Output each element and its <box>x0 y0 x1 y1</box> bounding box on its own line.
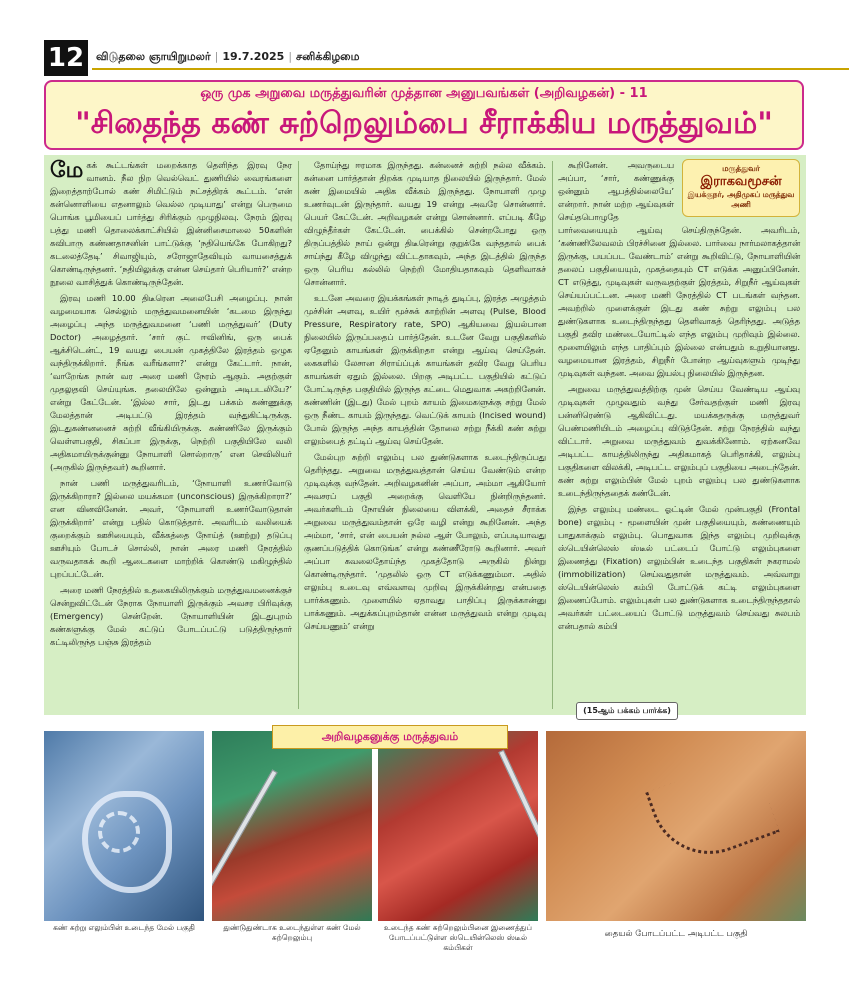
photo-caption: துண்டுதுண்டாக உடைந்துள்ள கண் மேல் சுற்றெலும்பு <box>223 923 361 942</box>
article-paragraph: மேல்புற சுற்றி எலும்பு பல துண்டுகளாக உடைந்திருப்பது தெரிந்தது. அறுவை மருத்துவத்தான் செய்ய வேண்டும் என்ற முடிவுக்கு வந்தேன். அறிவழகனின் அப்பா, அம்மா ஆகியோர் அவசரப் பகுதி அறைக்கு வெளியே நின்றிருந்தனர். அவர்களிடம் நோயின் நிலையை விளக்கி, அதைச் சீராக்க அறுவை மருத்துவம்தான் ஒரே வழி என்று கூறினேன். அந்த அம்மா, ‘சார், என் பையன் நல்ல ஆள் போலும், எப்படியாவது குணப்படுத்திக் கொடுங்க’ என்று கண்ணீரோடு கூறினார். அவர் அப்பா கவலைதோய்ந்த முகத்தோடு அருகில் நின்று கொண்டிருந்தார். ‘முதலில் ஒரு CT எடுக்கணும்மா. அதில் எலும்பு உடைவு எவ்வளவு முறிவு இருக்கின்றது என்பதை பார்க்கணும். முளையில் ஏதாவது பாதிப்பு இருக்கான்னு பாக்கணும். அதுக்கப்புறம்தான் என்ன மருத்துவம் என்று முடிவு செய்யணும்’ என்று <box>304 452 546 631</box>
article-paragraph: தோய்ந்து ஈரமாக இருந்தது. கன்னைச் சுற்றி நல்ல வீக்கம். கன்னை பார்த்தான் திறக்க முடியாத நிலையில் இருந்தார். மேல் கண் இமையில் அதிக வீக்கம் இருந்தது. நோயாளி முழு உணர்வுடன் இருந்தார். வயது 19 என்று அவரே சொன்னார். பெயர் கேட்டேன். அறிவழகன் என்று சொன்னார். எப்படி கீழே விழுந்தீர்கள் கேட்டேன். பைக்கில் சென்றபோது ஒரு திருப்பத்தில் நாய் ஒன்று திடீரென்று குறுக்கே வந்ததால் பைக் சாய்ந்து கீழே விழுந்து விட்டதாகவும், அந்த இடத்தில் இருந்த ஒரு பெரிய கல்லில் நெற்றி மோதியதாகவும் தெளிவாகச் சொன்னார். <box>304 160 546 287</box>
series-kicker: ஒரு முக அறுவை மருத்துவரின் முத்தான அனுபவங்கள் (அறிவழகன்) - 11 <box>200 86 648 101</box>
article-paragraph: இந்த எலும்பு மண்டை ஓட்டின் மேல் முன்பகுதி (Frontal bone) எலும்பு - மூளையின் முன் பகுதியையும், கண்ணையும் பாதுகாக்கும் எலும்பு. பொதுவாக இந்த எலும்பு முறிவுக்கு ஸ்டெயின்லெஸ் ஸ்டீல் பட்டைப் போட்டு எலும்புகளை இணைத்து (Fixation) எலும்பின் உடைந்த பகுதிகள் நகராமல் (immobilization) செய்வதுதான் மருத்துவம். அவ்வாறு ஸ்டெயின்லெஸ் கம்பி போட்டுக் கட்டி எலும்புகளை இணைப்போம். எலும்புகள் பல துண்டுகளாக உடைந்திருந்ததால் அவர்கள் பட்டையைப் போட்டு மருத்துவம் செய்வது சுலபம் என்பதால் கம்பி <box>558 504 800 631</box>
article-headline: "சிதைந்த கண் சுற்றெலும்பை சீராக்கிய மருத்துவம்" <box>75 106 773 141</box>
surgical-instrument-shape <box>498 750 538 890</box>
suture-line-shape <box>645 754 780 871</box>
author-byline <box>682 159 800 217</box>
publication-name: விடுதலை ஞாயிறுமலர் <box>96 50 211 63</box>
page-number: 12 <box>44 40 88 76</box>
article-paragraph: மேகக் கூட்டங்கள் மறைக்காத தெளிந்த இரவு நேர வானம். நீல நிற வெல்வெட் துணியில் வைரங்களை இறைத்தாற்போல் கண் சிமிட்டும் நட்சத்திரக் கூட்டம். ‘என் கன்னொளியை எதனாலும் வெல்ல முடியாது’ என்று பெருமை பொங்க பூமியைப் பார்த்து சிரிக்கும் முழுநிலவு. நேரம் இரவு பத்து மணி தொலைக்காட்சியில் இன்னிசைமாலை 50களின் கவிபாரு கண்ணதாசனின் பாட்டுக்கு ‘நதியெங்கே போகிறது? கடலைத்தேடி’ சிவாஜியும், சரோஜாதேவியும் வாயசைத்துக் கொண்டிருந்தனர். ‘நதியிலுக்கு என்ன செய்தார் பெரியார்?’ என்ற நூலை வாசித்துக் கொண்டிருந்தேன். <box>50 158 292 287</box>
article-paragraph: கூறினேன். அவருடைய அப்பா, ‘சார், கண்ணுக்கு ஒன்னும் ஆபத்தில்லையே’ என்றார். நான் மற்ற ஆய்வுகள் செய்தபொழுதே பார்வையையும் ஆய்வு செய்திருந்தேன். அவரிடம், ‘கண்ணிலேவலம் பிரச்சினை இல்லை. பார்வை நார்மலாகத்தான் இருக்கு, பயப்பட வேண்டாம்’ என்று கூறிவிட்டு, நோயாளியின் தலைப் பகுதியையும், முகத்தையும் CT எடுக்க அனுப்பினேன். CT எடுத்து, முடிவுகள் வருவதற்குள் இரத்தம், சிறுநீர் ஆய்வுகள் செய்யப்பட்டன. அரை மணி நேரத்தில் CT படங்கள் வந்தன. அவற்றில் முளைக்குள் இடது கண் சுற்று எலும்பு பல துண்டுகளாக உடைந்திருந்தது தெளிவாகத் தெரிந்தது. அடுத்த பகுதி தவிர மண்டையோட்டில் எந்த எலும்பு முறிவும் இல்லை. மூளையிலும் எந்த பாதிப்பும் இல்லை என்பதும் உறுதியானது. வழமையான இரத்தம், சிறுநீர் போன்ற ஆய்வுகளும் முடிந்து முடிவுகள் வந்தன. அவை இயல்பு நிலையில் இருந்தன. <box>558 160 800 378</box>
surgical-instrument-shape <box>212 770 278 905</box>
article-paragraph: உடனே அவரை இயக்கங்கள் நாடித் துடிப்பு, இரத்த அழுத்தம் முச்சின் அளவு, உயிர் மூச்சுக் காற்றின் அளவு (Pulse, Blood Pressure, Respiratory rate, SPO) ஆகியவை இயல்பான நிலையில் இருப்பதைப் பார்த்தேன். உடனே வேறு பகுதிகளில் ஏதேனும் காயங்கள் இருக்கிறதா என்று ஆய்வு செய்தேன். கைகளில் லேசான சிராய்ப்புக் காயங்கள் தவிர வேறு பெரிய காயங்கள் ஏதும் இல்லை. பிறகு அடிபட்ட பகுதியில் கட்டுப் போட்டிருந்த பகுதியில் இருந்த கட்டை மெதுவாக அகற்றினேன். கண்ணின் (இடது) மேல் புறம் காயம் இமைகளுக்கு சற்று மேல் ஒரு நீண்ட காயம் இருந்தது. வெட்டுக் காயம் (Incised wound) போல் இருந்த அந்த காயத்தின் தோலை சற்று நீக்கி கண் சுற்று எலும்பைத் தட்டிப் ஆய்வு செய்தேன். <box>304 293 546 446</box>
byline-role: மருத்துவர் <box>722 164 760 173</box>
photo-strip <box>44 723 806 959</box>
article-paragraph: அரை மணி நேரத்தில் உதகையிலிருக்கும் மருத்துவமனைக்குச் சென்றுவிட்டேன் நேராக நோயாளி இருக்கும் அவசர பிரிவுக்கு (Emergency) சென்றேன். நோயாளியின் இடதுபுறம் கண்களுக்கு மேல் கட்டுப் போடப்பட்டு படுத்திருந்தார் கட்டிலிருந்த பஞ்சு இரத்தம் <box>50 585 292 647</box>
byline-title: இயக்குநர், அதிமுகப் மருத்துவ அணி <box>687 190 795 209</box>
surgery-photo-fixation <box>378 731 538 921</box>
article-column-2 <box>298 155 552 715</box>
byline-name: இராகவமூசன் <box>700 174 782 189</box>
issue-date: 19.7.2025 <box>222 50 285 63</box>
article-paragraph: அறுவை மருத்துவத்திற்கு முன் செய்ய வேண்டிய ஆய்வு முடிவுகள் முழுவதும் வந்து சேர்வதற்குள் மணி இரவு பன்னிரெண்டு ஆகிவிட்டது. மயக்கதருக்கு மருத்துவர் பெண்மணியிடம் அழைப்பு விடுத்தேன். சற்று நேரத்தில் வந்து விட்டார். அறுவை மருத்துவம் துவக்கினோம். ஏற்கனவே அடிபட்ட காயத்திலிருந்து அதிகமாகத் பெரிதாக்கி, எலும்பு பகுதிகளை விலக்கி, அடிபட்ட எலும்புப் பகுதியை அடைந்தேன். கண் சுற்று எலும்பின் மேல் புறம் எலும்பு பல துண்டுகளாக உடைந்திருந்ததைக் கண்டேன். <box>558 384 800 498</box>
drop-cap: மே <box>50 158 84 183</box>
article-paragraph: நான் பணி மருத்துவரிடம், ‘நோயாளி உணர்வோடு இருக்கிறாரா? இல்லை மயக்கமா (unconscious) இருக்கிறாரா?’ என வினவினேன். அவர், ‘நோயாளி உணர்வோடுதான் இருக்கிறார்’ என்று பதில் கொடுத்தார். அவரிடம் வலியைக் குறைக்கும் ஊசியையும், வீக்கத்தை நோய்த் (ஊற்று) தடுப்பு ஊசியும் போடச் சொல்லி, நான் அரை மணி நேரத்தில் வருவதாகக் கூறி ஆடைகளை மாற்றிக் கொண்டு மகிழுந்தில் புறப்பட்டேன். <box>50 478 292 579</box>
photo-section-label: அறிவழகனுக்கு மருத்துவம் <box>272 725 508 749</box>
headline-box <box>44 80 804 150</box>
article-column-1 <box>44 155 298 715</box>
issue-day: சனிக்கிழமை <box>296 50 360 63</box>
orbit-fracture-shape <box>98 811 140 853</box>
photo-caption: தையல் போடப்பட்ட அடிபட்ட பகுதி <box>604 929 748 939</box>
page-info: விடுதலை ஞாயிறுமலர் | 19.7.2025 | சனிக்கிழமை <box>92 46 849 70</box>
masthead <box>0 40 849 74</box>
ct-scan-photo <box>44 731 204 921</box>
article-body <box>44 155 806 715</box>
article-column-3 <box>552 155 806 715</box>
photo-caption: உடைந்த கண் சுற்றெலும்பினை இணைத்துப் போடப்பட்டுள்ள ஸ்டெயின்லெஸ் ஸ்டீல் கம்பிகள் <box>384 923 532 952</box>
photo-caption: கண் சுற்று எலும்பின் உடைந்த மேல் பகுதி <box>53 923 195 932</box>
continued-on-page-label: (15ஆம் பக்கம் பார்க்க) <box>576 702 678 720</box>
surgery-photo-fragments <box>212 731 372 921</box>
sutured-wound-photo <box>546 731 806 921</box>
article-paragraph: இரவு மணி 10.00 திடீரென அலைபேசி அழைப்பு. நான் வழமையாக செல்லும் மருத்துவமனையின் ‘கடமை இருந்து அழைப்பு அந்த மருத்துவமனை ‘பணி மருத்துவர்’ (Duty Doctor) அழைத்தார். ‘சார் குட் ஈவினிங், ஒரு பைக் ஆக்சிடென்ட், 19 வயது பையன் முகத்திலே இரத்தம் ஒழுக வந்திருக்கிறார். நீங்க வரீங்களா?’ என்று கேட்டார். நான், ‘வாறேங்க நான் வர அரை மணி நேரம் ஆகும். அதற்குள் முதலுதவி செய்யுங்க. தலையிலே ஒன்னும் அடிபடலியே?’ என்று கேட்டேன். ‘இல்ல சார், இடது பக்கம் கண்ணுக்கு மேலத்தான் அடிபட்டு இரத்தம் வந்துகிட்டிருக்கு. இடதுகண்னனைச் சுற்றி வீங்கியிருக்கு. கண்ணிலே இருக்கும் வெள்ளபகுதி, சிகப்பா இருக்கு, நெற்றி பகுதியிலே வலி அதிகமாயிருக்குன்னு நோயாளி சொல்றாரு’ என செவிலியர் (அருகில் இருந்தவர்) கூறினார். <box>50 293 292 472</box>
